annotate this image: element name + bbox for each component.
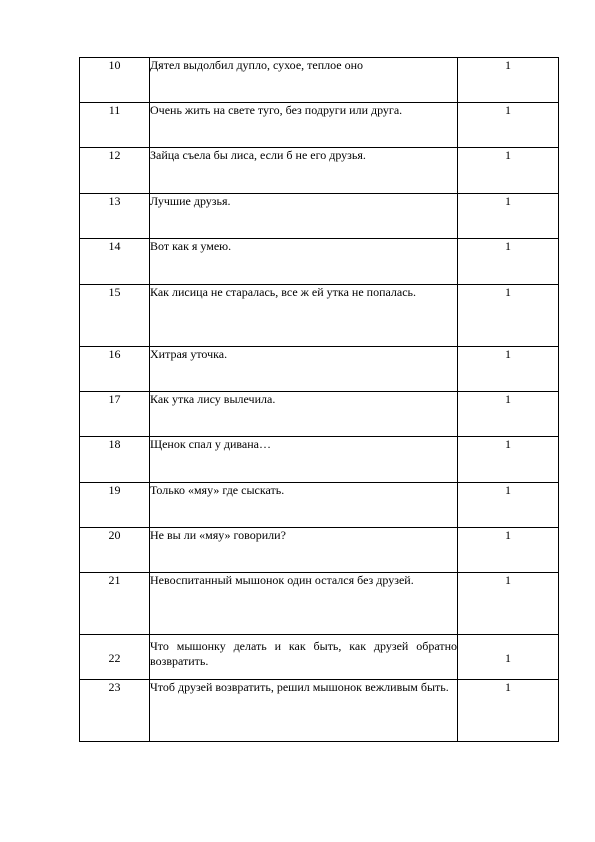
- lesson-number: 14: [80, 239, 150, 285]
- table-row: [80, 437, 559, 483]
- lesson-hours: 1: [458, 392, 559, 437]
- lesson-hours: 1: [458, 573, 559, 635]
- lesson-topic: Щенок спал у дивана…: [150, 437, 458, 483]
- lesson-topic: Невоспитанный мышонок один остался без друзей.: [150, 573, 458, 635]
- lesson-hours: 1: [458, 285, 559, 347]
- lesson-topic: Лучшие друзья.: [150, 194, 458, 239]
- lesson-hours: 1: [458, 194, 559, 239]
- lesson-topic: Дятел выдолбил дупло, сухое, теплое оно: [150, 58, 458, 103]
- lesson-number: 12: [80, 148, 150, 194]
- lesson-hours: 1: [458, 635, 559, 680]
- lesson-hours: 1: [458, 239, 559, 285]
- lesson-number: 11: [80, 103, 150, 148]
- lesson-topic: Чтоб друзей возвратить, решил мышонок вежливым быть.: [150, 680, 458, 742]
- lesson-topic: Как утка лису вылечила.: [150, 392, 458, 437]
- table-row: [80, 285, 559, 347]
- table-row: [80, 528, 559, 573]
- lesson-hours: 1: [458, 103, 559, 148]
- lesson-number: 10: [80, 58, 150, 103]
- table-row: [80, 194, 559, 239]
- lesson-topic: Вот как я умею.: [150, 239, 458, 285]
- table-row: [80, 483, 559, 528]
- table-row: [80, 635, 559, 680]
- lesson-topic: Только «мяу» где сыскать.: [150, 483, 458, 528]
- lesson-hours: 1: [458, 680, 559, 742]
- lesson-topic: Как лисица не старалась, все ж ей утка не попалась.: [150, 285, 458, 347]
- lesson-hours: 1: [458, 483, 559, 528]
- lesson-topic: Зайца съела бы лиса, если б не его друзья.: [150, 148, 458, 194]
- table-row: [80, 239, 559, 285]
- lesson-number: 23: [80, 680, 150, 742]
- table-row: [80, 680, 559, 742]
- lesson-number: 15: [80, 285, 150, 347]
- table-row: [80, 573, 559, 635]
- lesson-hours: 1: [458, 437, 559, 483]
- lesson-topic: Что мышонку делать и как быть, как друзей обратно возвратить.: [150, 635, 458, 680]
- table-row: [80, 103, 559, 148]
- lesson-topic: Хитрая уточка.: [150, 347, 458, 392]
- table-row: [80, 392, 559, 437]
- lesson-hours: 1: [458, 528, 559, 573]
- lesson-number: 22: [80, 635, 150, 680]
- lesson-number: 19: [80, 483, 150, 528]
- lesson-hours: 1: [458, 58, 559, 103]
- lesson-number: 18: [80, 437, 150, 483]
- lesson-number: 21: [80, 573, 150, 635]
- lesson-table: [79, 57, 559, 742]
- lesson-number: 16: [80, 347, 150, 392]
- table-row: [80, 58, 559, 103]
- table-row: [80, 347, 559, 392]
- lesson-hours: 1: [458, 347, 559, 392]
- lesson-topic: Очень жить на свете туго, без подруги или друга.: [150, 103, 458, 148]
- lesson-number: 13: [80, 194, 150, 239]
- lesson-number: 20: [80, 528, 150, 573]
- lesson-number: 17: [80, 392, 150, 437]
- lesson-topic: Не вы ли «мяу» говорили?: [150, 528, 458, 573]
- lesson-hours: 1: [458, 148, 559, 194]
- table-row: [80, 148, 559, 194]
